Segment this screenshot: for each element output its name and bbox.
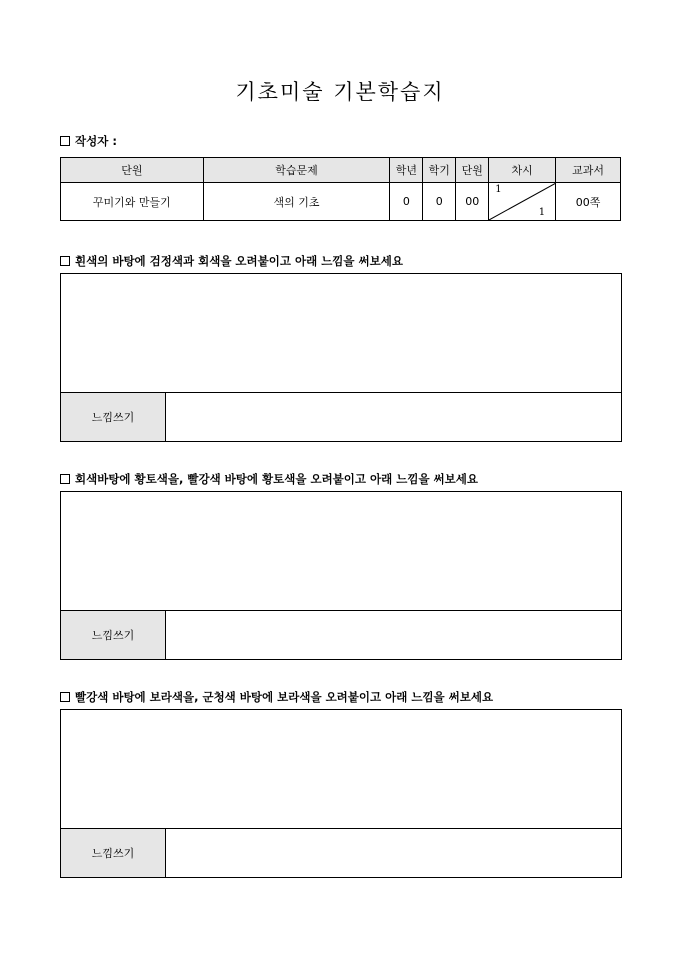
section-heading-1 — [60, 253, 403, 269]
section-heading-text: 흰색의 바탕에 검정색과 회색을 오려붙이고 아래 느낌을 써보세요 — [75, 254, 403, 268]
feel-label: 느낌쓰기 — [61, 611, 166, 659]
feel-row — [61, 393, 621, 441]
feel-row — [61, 829, 621, 877]
cell-unit-no: 00 — [456, 183, 489, 221]
header-cell-unit-no: 단원 — [456, 158, 489, 183]
checkbox-square-icon — [60, 692, 70, 702]
paste-area[interactable] — [61, 710, 621, 829]
cell-problem: 색의 기초 — [203, 183, 390, 221]
checkbox-square-icon — [60, 474, 70, 484]
feel-input[interactable] — [166, 393, 621, 441]
author-label: 작성자 : — [75, 134, 117, 148]
info-table — [60, 157, 621, 221]
cell-textbook: 00쪽 — [556, 183, 621, 221]
section-heading-text: 빨강색 바탕에 보라색을, 군청색 바탕에 보라색을 오려붙이고 아래 느낌을 써보세요 — [75, 690, 494, 704]
section-heading-text: 회색바탕에 황토색을, 빨강색 바탕에 황토색을 오려붙이고 아래 느낌을 써보세요 — [75, 472, 478, 486]
feel-input[interactable] — [166, 829, 621, 877]
paste-area[interactable] — [61, 274, 621, 393]
feel-label: 느낌쓰기 — [61, 829, 166, 877]
author-label-row — [60, 133, 117, 149]
feel-label: 느낌쓰기 — [61, 393, 166, 441]
session-diagonal-cell — [489, 183, 555, 220]
checkbox-square-icon — [60, 136, 70, 146]
info-table-header-row — [61, 158, 621, 183]
header-cell-session: 차시 — [489, 158, 556, 183]
feel-row — [61, 611, 621, 659]
section-box-3 — [60, 709, 622, 878]
cell-unit-name: 꾸미기와 만들기 — [61, 183, 204, 221]
header-cell-grade: 학년 — [390, 158, 423, 183]
section-heading-3 — [60, 689, 493, 705]
session-top-value: 1 — [495, 184, 502, 195]
info-table-row — [61, 183, 621, 221]
section-box-2 — [60, 491, 622, 660]
header-cell-problem: 학습문제 — [203, 158, 390, 183]
cell-grade: 0 — [390, 183, 423, 221]
header-cell-textbook: 교과서 — [556, 158, 621, 183]
cell-session — [489, 183, 556, 221]
cell-semester: 0 — [423, 183, 456, 221]
section-box-1 — [60, 273, 622, 442]
checkbox-square-icon — [60, 256, 70, 266]
feel-input[interactable] — [166, 611, 621, 659]
section-heading-2 — [60, 471, 478, 487]
header-cell-semester: 학기 — [423, 158, 456, 183]
page-title: 기초미술 기본학습지 — [235, 80, 445, 104]
header-cell-unit: 단원 — [61, 158, 204, 183]
paste-area[interactable] — [61, 492, 621, 611]
session-bottom-value: 1 — [538, 207, 546, 218]
